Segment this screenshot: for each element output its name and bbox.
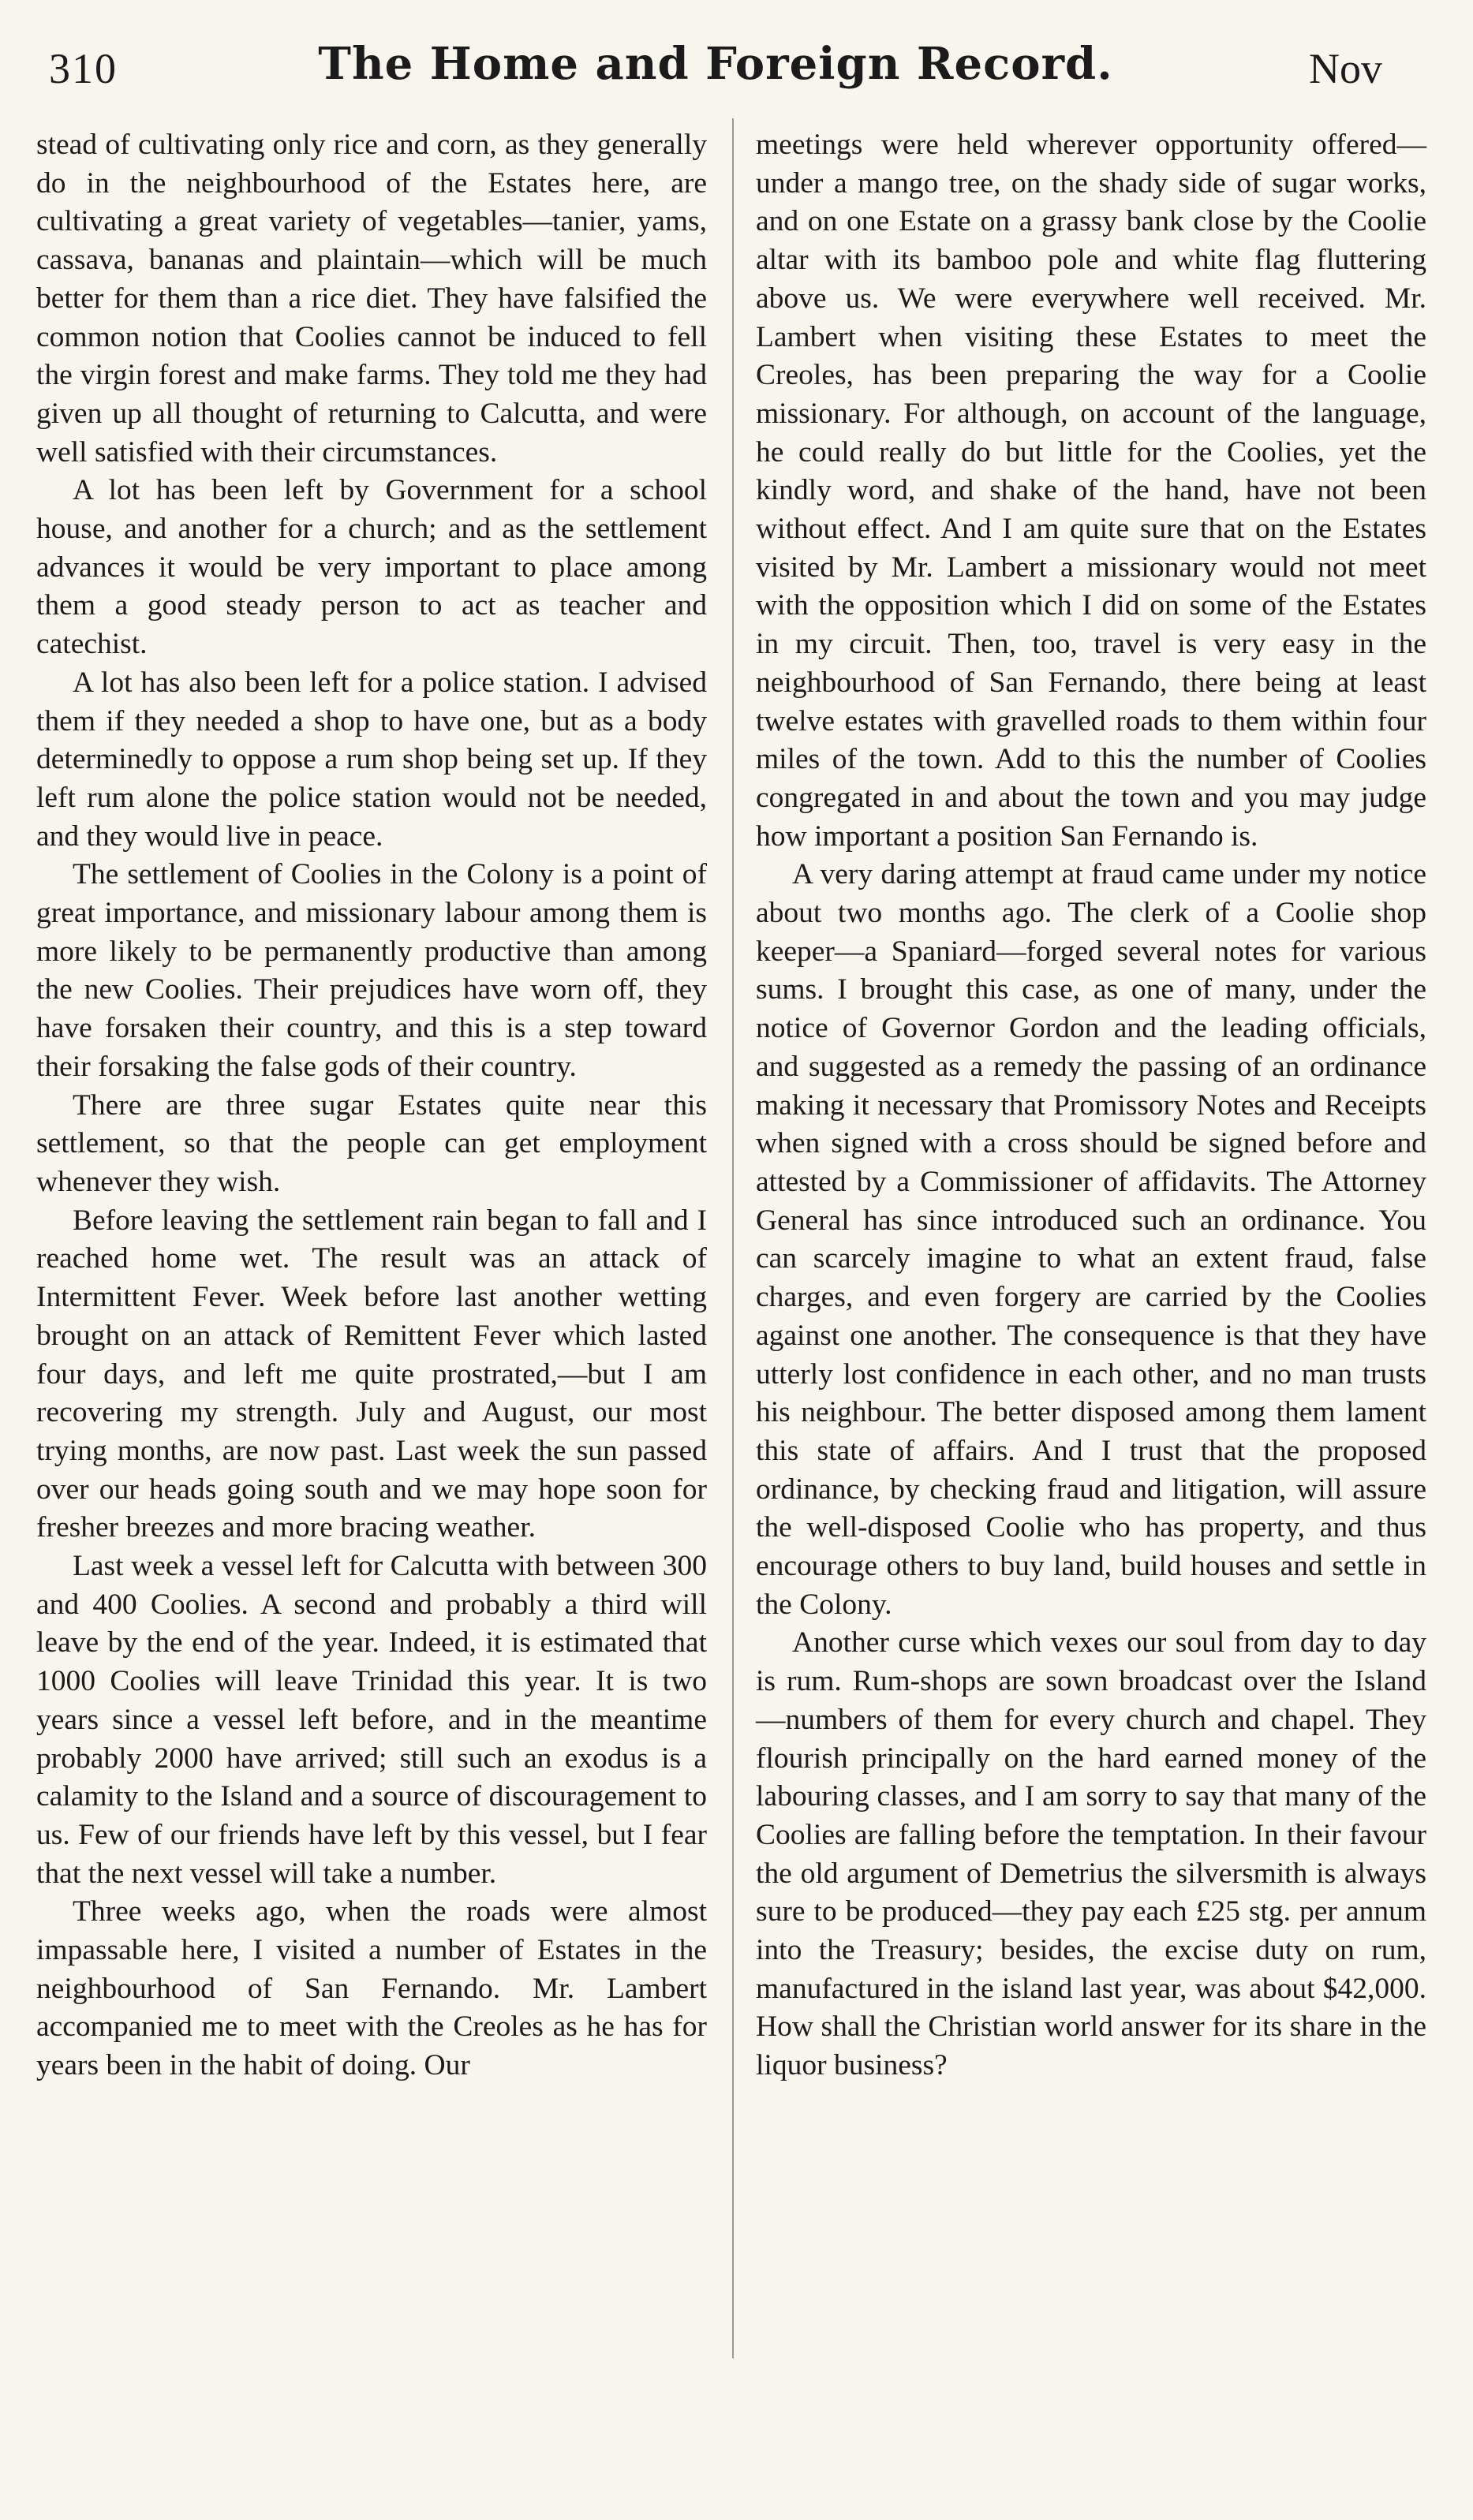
paragraph: Last week a vessel left for Calcutta with between 300 and 400 Coolies. A second and probably a third will leave by the end of the year. Indeed, it is estimated that 1000 Coolies will leave Trinidad this year. It is two years since a vessel left before, and in the meantime probably 2000 have arrived; still such an exodus is a calamity to the Island and a source of discouragement to us. Few of our friends have left by this vessel, but I fear that the next vessel will take a number.: [36, 1550, 707, 1890]
paragraph: A lot has also been left for a police station. I advised them if they needed a shop to have one, but as a body determinedly to oppose a rum shop being set up. If they left rum alone the police station would not be needed, and they would live in peace.: [36, 666, 707, 853]
paragraph: stead of cultivating only rice and corn, as they generally do in the neighbourhood of the Estates here, are cultivating a great variety of vegetables—tanier, yams, cassava, bananas and plaintain—which will be much better for them than a rice diet. They have falsified the common notion that Coolies cannot be induced to fell the virgin forest and make farms. They told me they had given up all thought of returning to Calcutta, and were well satisfied with their circumstances.: [36, 129, 707, 469]
paragraph: The settlement of Coolies in the Colony is a point of great importance, and missionary labour among them is more likely to be permanently productive than among the new Coolies. Their prejudices have worn off, they have forsaken their country, and this is a step toward their forsaking the false gods of their country.: [36, 858, 707, 1083]
paragraph: There are three sugar Estates quite near this settlement, so that the people can get employment whenever they wish.: [36, 1088, 707, 1198]
paragraph: A lot has been left by Government for a school house, and another for a church; and as the settlement advances it would be very important to place among them a good steady person to act as teacher and catechist.: [36, 474, 707, 661]
right-column: [756, 126, 1426, 2085]
paragraph: Three weeks ago, when the roads were almost impassable here, I visited a number of Estates in the neighbourhood of San Fernando. Mr. Lambert accompanied me to meet with the Creoles as he has for years been in the habit of doing. Our: [36, 1895, 707, 2082]
page-number: 310: [49, 45, 118, 92]
paragraph: A very daring attempt at fraud came under my notice about two months ago. The clerk of a Coolie shop keeper—a Spaniard—forged several notes for various sums. I brought this case, as one of many, under the notice of Governor Gordon and the leading officials, and suggested as a remedy the passing of an ordinance making it necessary that Promissory Notes and Receipts when signed with a cross should be signed before and attested by a Commissioner of affidavits. The Attorney General has since introduced such an ordinance. You can scarcely imagine to what an extent fraud, false charges, and even forgery are carried by the Coolies against one another. The consequence is that they have utterly lost confidence in each other, and no man trusts his neighbour. The better disposed among them lament this state of affairs. And I trust that the proposed ordinance, by checking fraud and litigation, will assure the well-disposed Coolie who has property, and thus encourage others to buy land, build houses and settle in the Colony.: [756, 858, 1426, 1621]
left-column: [36, 126, 707, 2085]
running-header: [49, 38, 1382, 101]
paragraph: Before leaving the settlement rain began to fall and I reached home wet. The result was an attack of Intermittent Fever. Week before last another wetting brought on an attack of Remittent Fever which lasted four days, and left me quite prostrated,—but I am recovering my strength. July and August, our most trying months, are now past. Last week the sun passed over our heads going south and we may hope soon for fresher breezes and more bracing weather.: [36, 1204, 707, 1544]
paragraph: meetings were held wherever opportunity offered—under a mango tree, on the shady side of sugar works, and on one Estate on a grassy bank close by the Coolie altar with its bamboo pole and white flag fluttering above us. We were everywhere well received. Mr. Lambert when visiting these Estates to meet the Creoles, has been preparing the way for a Coolie missionary. For although, on account of the language, he could really do but little for the Coolies, yet the kindly word, and shake of the hand, have not been without effect. And I am quite sure that on the Estates visited by Mr. Lambert a missionary would not meet with the opposition which I did on some of the Estates in my circuit. Then, too, travel is very easy in the neighbourhood of San Fernando, there being at least twelve estates with gravelled roads to them within four miles of the town. Add to this the number of Coolies congregated in and about the town and you may judge how important a position San Fernando is.: [756, 129, 1426, 853]
paragraph: Another curse which vexes our soul from day to day is rum. Rum-shops are sown broadcast over the Island—numbers of them for every church and chapel. They flourish principally on the hard earned money of the labouring classes, and I am sorry to say that many of the Coolies are falling before the temptation. In their favour the old argument of Demetrius the silversmith is always sure to be produced—they pay each £25 stg. per annum into the Treasury; besides, the excise duty on rum, manufactured in the island last year, was about $42,000. How shall the Christian world answer for its share in the liquor business?: [756, 1626, 1426, 2082]
running-title: The Home and Foreign Record.: [318, 38, 1113, 90]
issue-month: Nov: [1309, 45, 1382, 92]
column-divider: [732, 118, 734, 2358]
